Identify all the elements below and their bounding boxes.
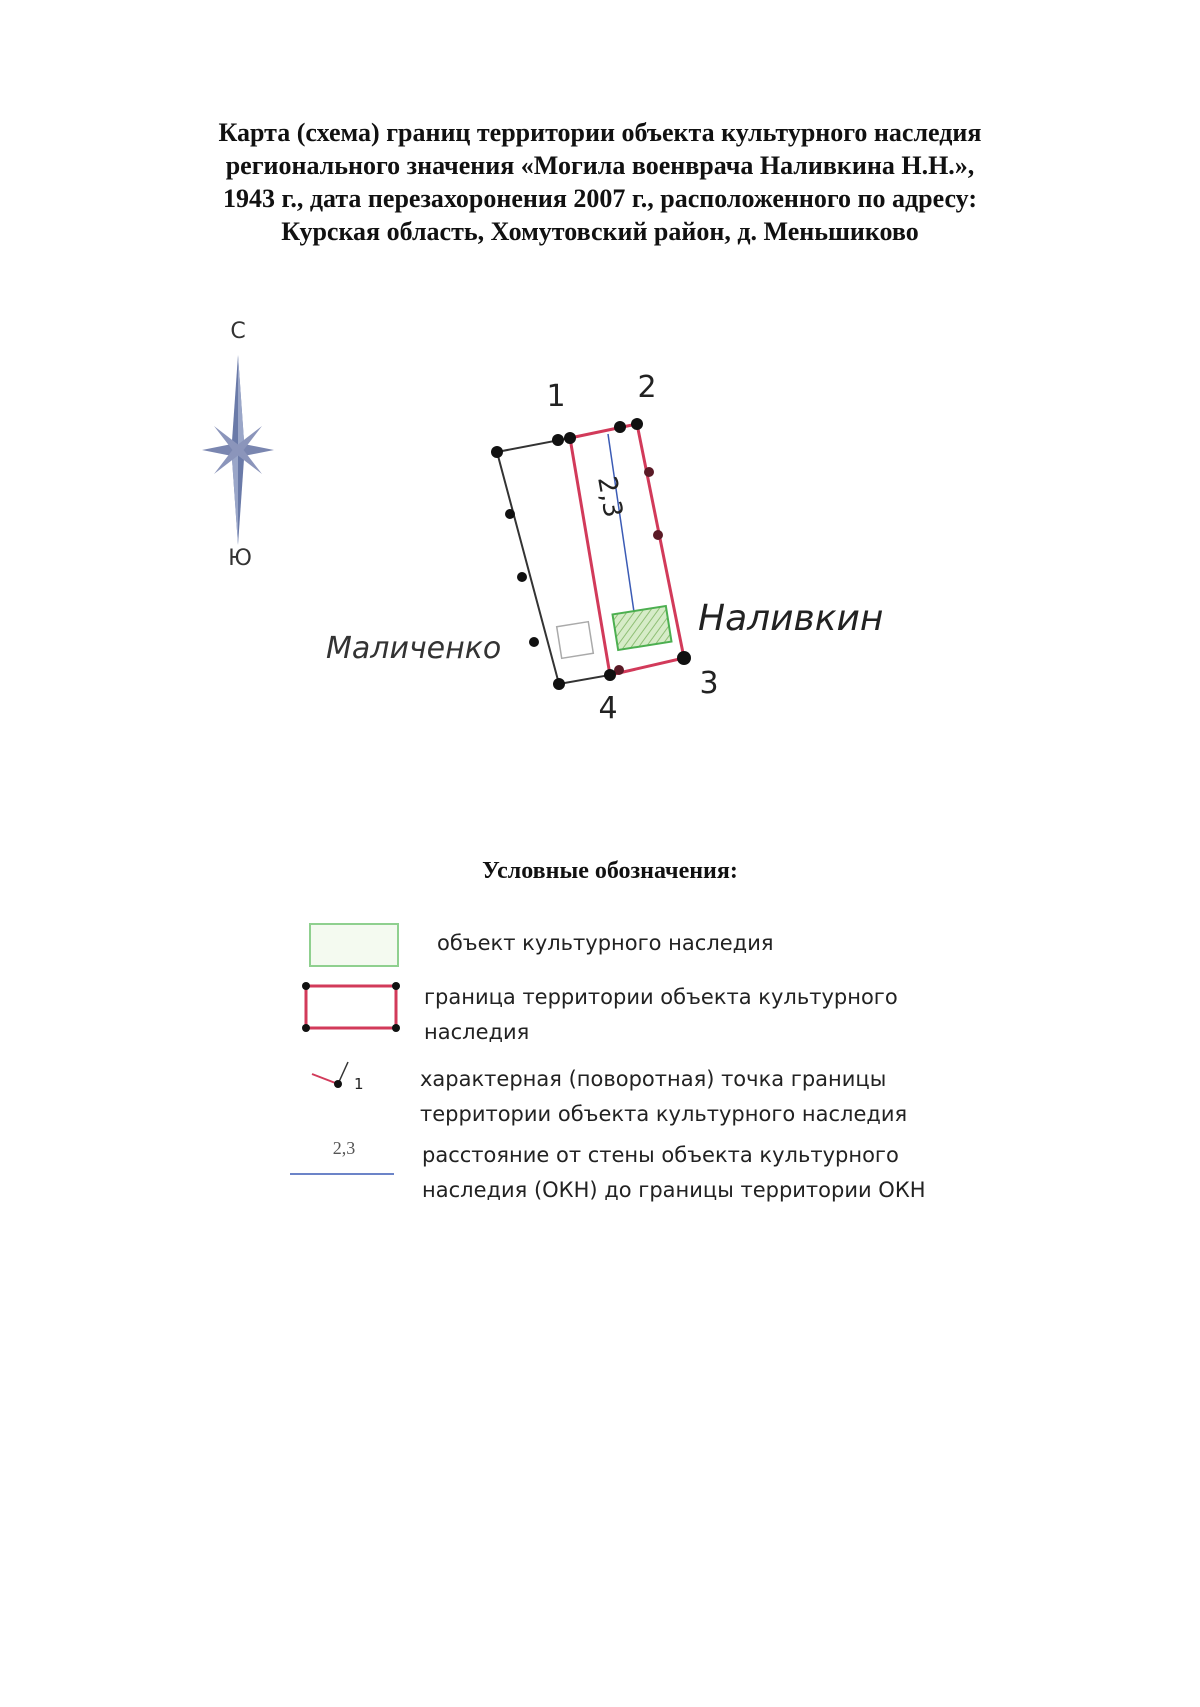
legend-item-turning-point: характерная (поворотная) точка границы территории объекта культурного наследия [420, 1067, 908, 1126]
neighbor-corner-point [553, 678, 565, 690]
boundary-map [0, 0, 1200, 800]
boundary-point-2 [631, 418, 643, 430]
neighbor-point [529, 637, 539, 647]
neighbor-corner-point [491, 446, 503, 458]
legend-item-distance: расстояние от стены объекта культурного наследия (ОКН) до границы территории ОКН [422, 1143, 926, 1202]
boundary-point-4 [604, 669, 616, 681]
compass-north-label: С [230, 319, 246, 344]
distance-line [608, 434, 634, 612]
boundary-point [552, 434, 564, 446]
boundary-point-1 [564, 432, 576, 444]
neighbor-name-label: Маличенко [326, 631, 502, 666]
boundary-point [644, 467, 654, 477]
boundary-point [653, 530, 663, 540]
legend-turning-point-symbol [306, 1056, 376, 1096]
heritage-object-grave [613, 606, 672, 650]
boundary-point-3 [677, 651, 691, 665]
point-label-4: 4 [598, 691, 618, 726]
title-line-4: Курская область, Хомутовский район, д. Меньшиково [281, 217, 919, 246]
legend-item-heritage-object: объект культурного наследия [437, 931, 774, 955]
legend-title: Условные обозначения: [482, 858, 738, 884]
legend-item-boundary: граница территории объекта культурного наследия [424, 985, 898, 1044]
legend-point-number: 1 [354, 1075, 364, 1093]
neighbor-point [505, 509, 515, 519]
compass-south-label: Ю [228, 546, 252, 571]
compass-star-icon [202, 355, 274, 545]
distance-label: 2,3 [591, 474, 628, 520]
legend-distance-value: 2,3 [332, 1138, 356, 1158]
title-line-2: регионального значения «Могила военврача Наливкина Н.Н.», [225, 151, 975, 180]
legend-heritage-object-symbol [308, 922, 400, 970]
title-line-1: Карта (схема) границ территории объекта культурного наследия [218, 118, 982, 147]
point-label-1: 1 [546, 379, 566, 414]
compass-rose [202, 319, 274, 571]
title-line-3: 1943 г., дата перезахоронения 2007 г., расположенного по адресу: [222, 184, 977, 213]
object-name-label: Наливкин [698, 598, 884, 639]
neighbor-grave-outline [557, 622, 594, 659]
boundary-point [614, 421, 626, 433]
legend-distance-symbol [288, 1132, 400, 1180]
neighbor-point [517, 572, 527, 582]
legend-boundary-symbol [300, 980, 404, 1036]
point-label-2: 2 [637, 370, 657, 405]
point-label-3: 3 [699, 666, 719, 701]
